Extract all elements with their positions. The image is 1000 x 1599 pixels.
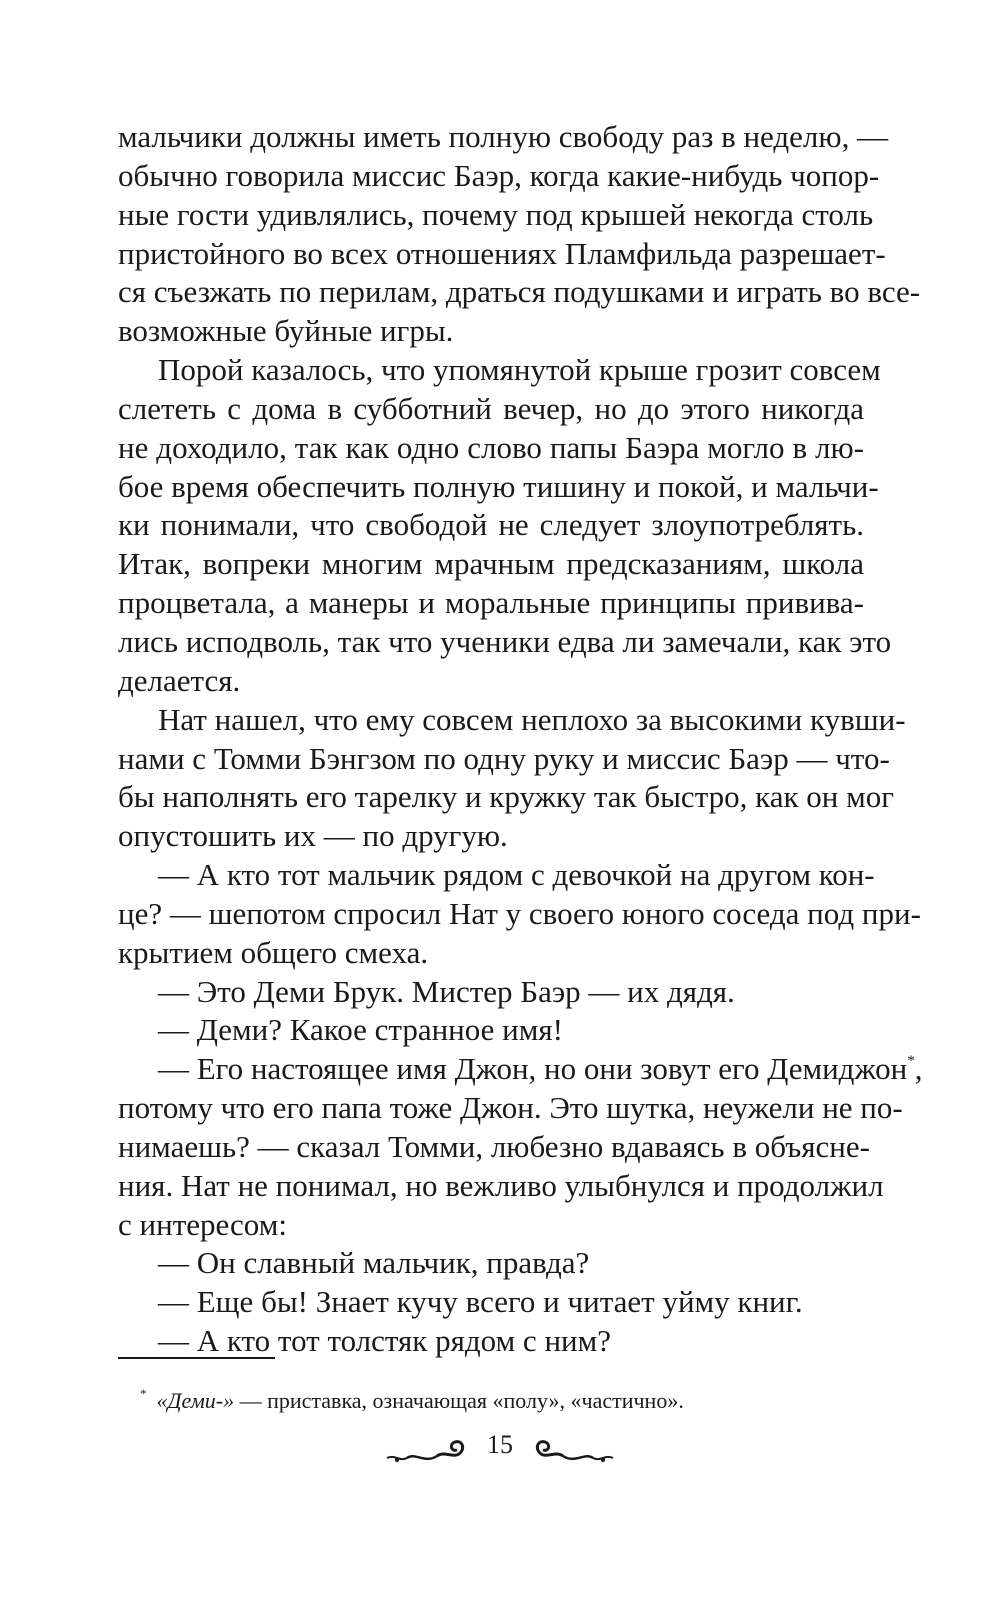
text-line: [118, 1050, 923, 1089]
dialogue-paragraph: [118, 1322, 864, 1361]
text-line: крытием общего смеха.: [118, 934, 429, 970]
text-line: ся съезжать по перилам, драться подушками и играть во все-: [118, 274, 921, 310]
dialogue-paragraph: [118, 1283, 864, 1322]
text-line: процветала, а манеры и моральные принципы привива-: [118, 585, 864, 621]
left-ornament-icon: [385, 1430, 467, 1474]
text-line: бое время обеспечить полную тишину и покой, и мальчи-: [118, 468, 879, 504]
footnote-mark: *: [140, 1386, 147, 1401]
text-line: обычно говорила миссис Баэр, когда какие-нибудь чопор-: [118, 157, 880, 193]
text-line: ки понимали, что свободой не следует злоупотреблять.: [118, 507, 864, 543]
text-line: це? — шепотом спросил Нат у своего юного соседа под при-: [118, 895, 921, 931]
dialogue-paragraph: [118, 973, 864, 1012]
paragraph: [118, 701, 906, 856]
text-line: возможные буйные игры.: [118, 313, 454, 349]
text-line: Нат нашел, что ему совсем неплохо за высокими кувши-: [158, 701, 906, 737]
text-span: ,: [914, 1051, 923, 1087]
footnote-reference[interactable]: *: [907, 1053, 915, 1070]
footnote-term: «Деми-»: [156, 1388, 235, 1413]
text-line: ные гости удивлялись, почему под крышей некогда столь: [118, 196, 874, 232]
dialogue-paragraph: [118, 856, 921, 973]
text-line: нимаешь? — сказал Томми, любезно вдаваясь в объясне-: [118, 1128, 870, 1164]
text-line: мальчики должны иметь полную свободу раз в неделю, —: [118, 119, 889, 154]
text-line: делается.: [118, 662, 241, 698]
page-number: 15: [487, 1430, 513, 1459]
text-line: слететь с дома в субботний вечер, но до этого никогда: [118, 390, 864, 426]
footnote-divider: [118, 1357, 275, 1359]
text-line: пристойного во всех отношениях Пламфильда разрешает-: [118, 235, 886, 271]
text-line: Порой казалось, что упомянутой крыше грозит совсем: [158, 352, 881, 388]
text-line: бы наполнять его тарелку и кружку так быстро, как он мог: [118, 779, 894, 815]
dialogue-paragraph: [118, 1244, 864, 1283]
dialogue-paragraph: [118, 1050, 923, 1244]
text-line: — Деми? Какое странное имя!: [158, 1012, 563, 1048]
text-line: потому что его папа тоже Джон. Это шутка, неужели не по-: [118, 1090, 903, 1126]
text-line: — Еще бы! Знает кучу всего и читает уйму книг.: [158, 1284, 803, 1320]
text-line: — А кто тот толстяк рядом с ним?: [158, 1323, 611, 1359]
paragraph: [118, 351, 892, 701]
text-line: лись исподволь, так что ученики едва ли замечали, как это: [118, 623, 892, 659]
footnote: [140, 1380, 684, 1415]
dialogue-paragraph: [118, 1011, 864, 1050]
text-span: — Его настоящее имя Джон, но они зовут его Демиджон: [158, 1051, 908, 1087]
text-line: нами с Томми Бэнгзом по одну руку и миссис Баэр — что-: [118, 740, 890, 776]
page-body: [118, 118, 923, 1361]
text-line: — Это Деми Брук. Мистер Баэр — их дядя.: [158, 973, 735, 1009]
text-line: — А кто тот мальчик рядом с девочкой на другом кон-: [158, 857, 875, 893]
text-line: с интересом:: [118, 1206, 287, 1242]
text-line: Итак, вопреки многим мрачным предсказаниям, школа: [118, 546, 864, 582]
page-folio: [385, 1422, 615, 1482]
text-line: ния. Нат не понимал, но вежливо улыбнулся и продолжил: [118, 1167, 884, 1203]
text-line: — Он славный мальчик, правда?: [158, 1245, 590, 1281]
footnote-text: — приставка, означающая «полу», «частично».: [234, 1388, 684, 1413]
right-ornament-icon: [533, 1430, 615, 1474]
paragraph: [118, 118, 921, 351]
text-line: опустошить их — по другую.: [118, 818, 508, 854]
text-line: не доходило, так как одно слово папы Баэра могло в лю-: [118, 429, 864, 465]
